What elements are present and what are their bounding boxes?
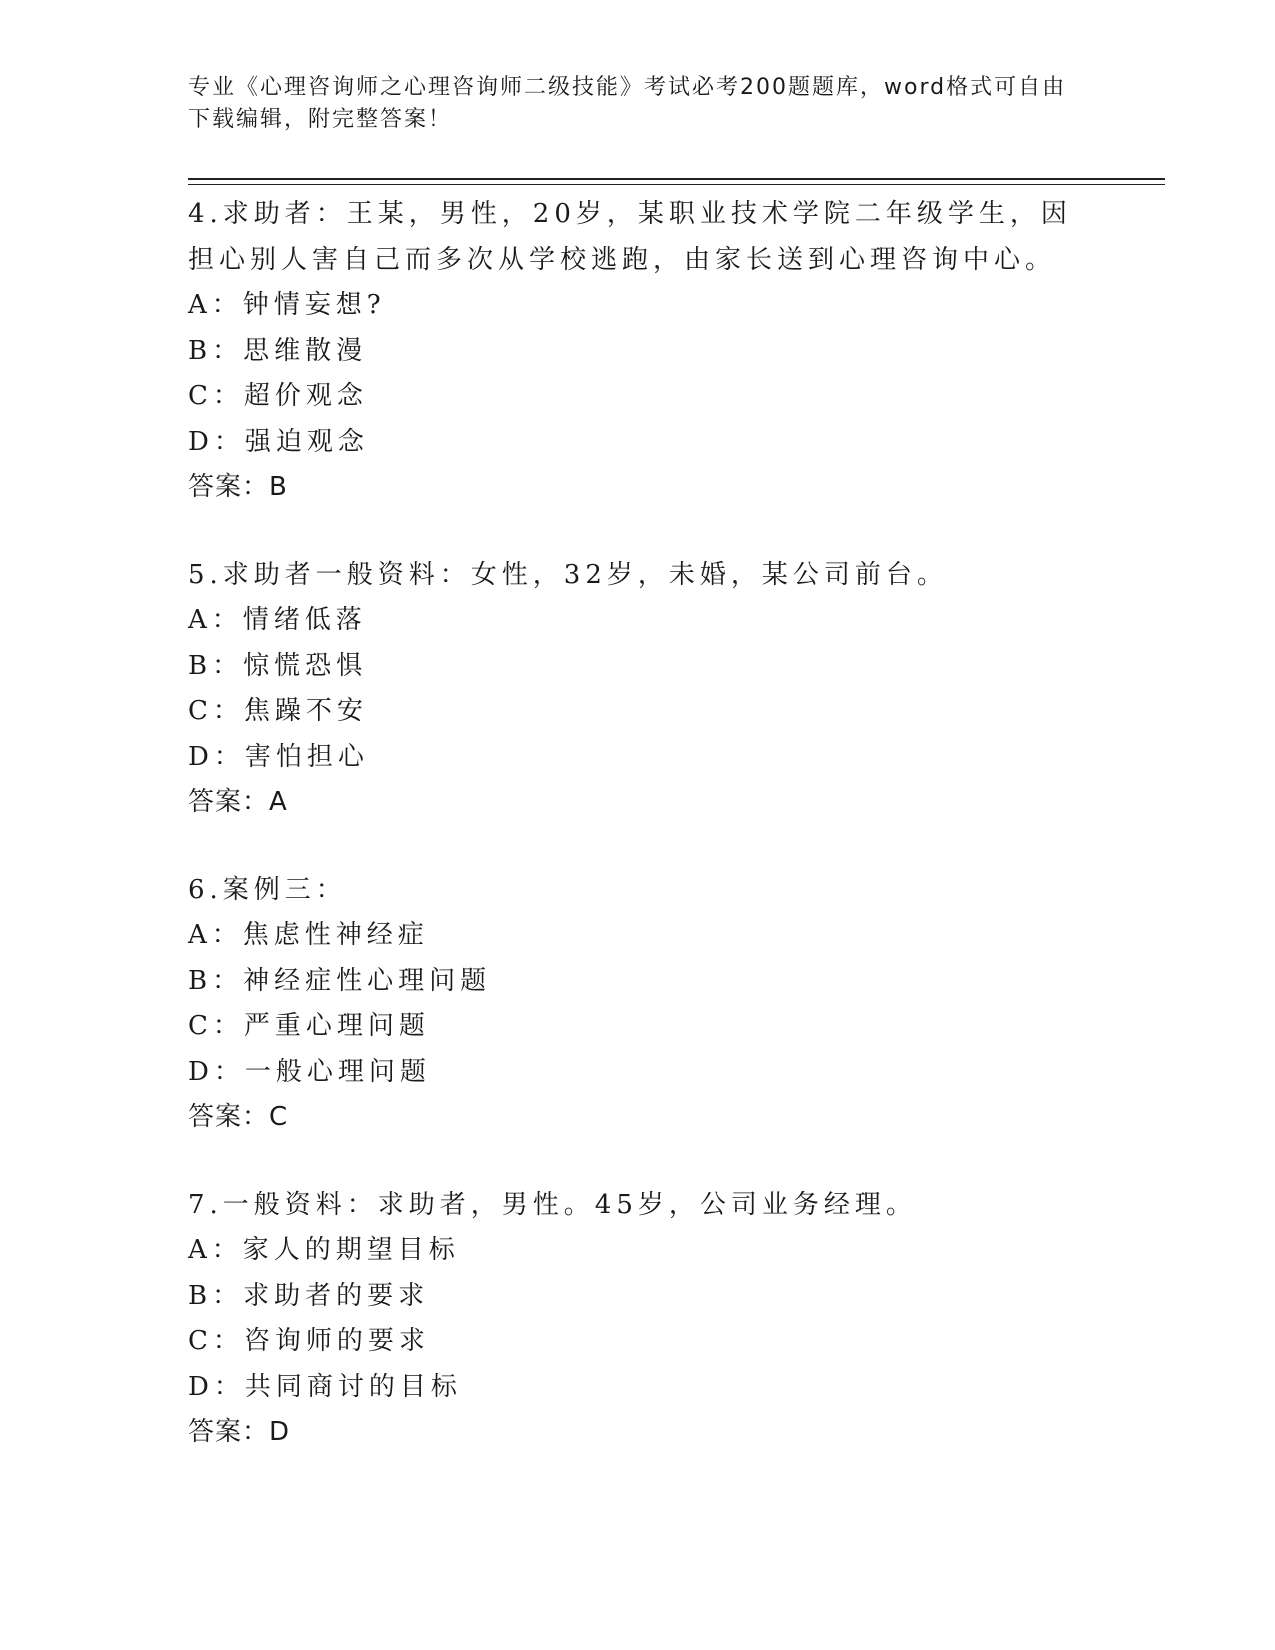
option-b: B：思维散漫 bbox=[188, 335, 368, 366]
option-d: D：害怕担心 bbox=[188, 741, 369, 772]
option-c: C：严重心理问题 bbox=[188, 1011, 430, 1041]
document-header: 专业《心理咨询师之心理咨询师二级技能》考试必考200题题库，word格式可自由下载编辑，附完整答案！ bbox=[188, 75, 1067, 132]
option-b: B：惊慌恐惧 bbox=[188, 650, 368, 681]
option-c: C：焦躁不安 bbox=[188, 696, 368, 726]
option-a: A：焦虑性神经症 bbox=[188, 920, 429, 950]
question-stem: 4.求助者：王某，男性，20岁，某职业技术学院二年级学生，因担心别人害自己而多次从学校逃跑，由家长送到心理咨询中心。 bbox=[188, 199, 1072, 275]
option-b: B：神经症性心理问题 bbox=[188, 965, 492, 996]
answer-line: 答案：C bbox=[188, 1102, 289, 1132]
option-d: D：共同商讨的目标 bbox=[188, 1371, 462, 1402]
question-4 bbox=[188, 192, 1088, 511]
question-6 bbox=[188, 868, 1088, 1141]
option-d: D：强迫观念 bbox=[188, 426, 369, 457]
answer-line: 答案：A bbox=[188, 787, 288, 817]
question-stem: 5.求助者一般资料：女性，32岁，未婚，某公司前台。 bbox=[188, 559, 948, 590]
header-divider-thin bbox=[188, 184, 1165, 185]
question-stem: 7.一般资料：求助者，男性。45岁，公司业务经理。 bbox=[188, 1189, 917, 1220]
option-b: B：求助者的要求 bbox=[188, 1280, 430, 1311]
question-7 bbox=[188, 1183, 1088, 1456]
question-list bbox=[188, 192, 1088, 1498]
question-stem: 6.案例三： bbox=[188, 874, 347, 905]
option-c: C：超价观念 bbox=[188, 381, 368, 411]
answer-line: 答案：D bbox=[188, 1417, 291, 1447]
option-a: A：钟情妄想? bbox=[188, 290, 386, 320]
option-d: D：一般心理问题 bbox=[188, 1056, 431, 1087]
header-divider-thick bbox=[188, 178, 1165, 180]
option-c: C：咨询师的要求 bbox=[188, 1326, 430, 1356]
option-a: A：情绪低落 bbox=[188, 605, 367, 635]
option-a: A：家人的期望目标 bbox=[188, 1235, 460, 1265]
question-5 bbox=[188, 553, 1088, 826]
answer-line: 答案：B bbox=[188, 472, 288, 502]
